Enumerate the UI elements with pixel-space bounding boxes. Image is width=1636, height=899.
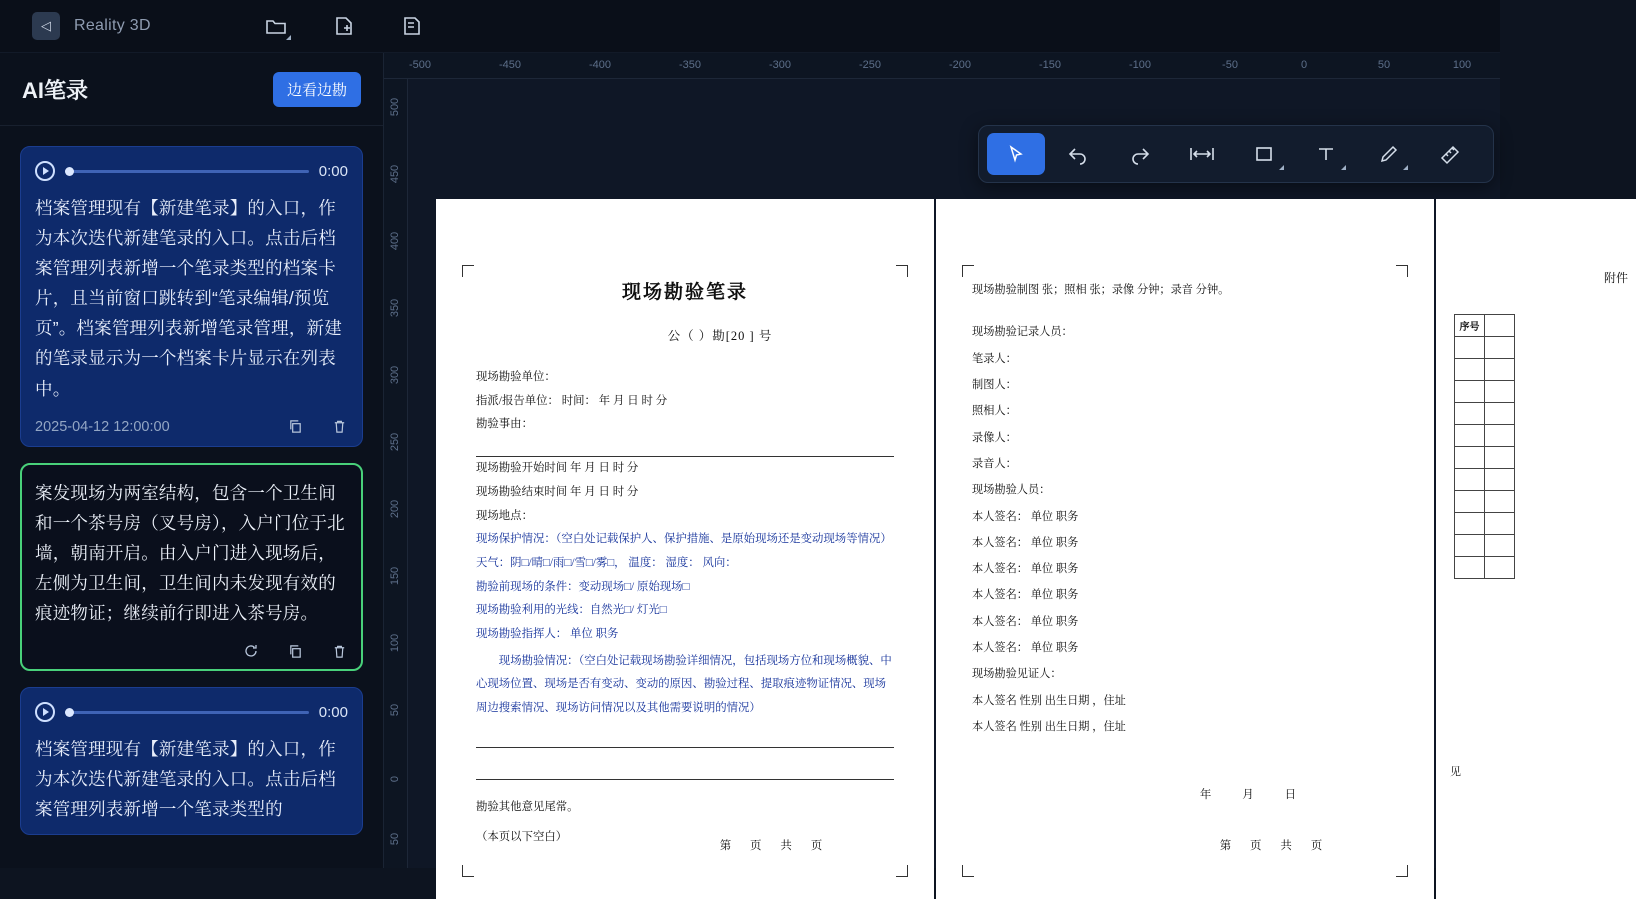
folder-open-icon[interactable]: [261, 11, 291, 41]
page2-body: [972, 277, 1398, 809]
recorder-row: 照相人：: [972, 405, 1017, 418]
title-bar: [0, 0, 1500, 53]
table-header-cell: 序号: [1455, 315, 1485, 337]
ruler-tick-label: 100: [1452, 59, 1472, 71]
measure-ruler-tool[interactable]: [1421, 133, 1479, 175]
recorder-row: 笔录人：: [972, 352, 1017, 365]
copy-icon[interactable]: [286, 418, 304, 436]
ruler-tick-label: 100: [389, 633, 401, 653]
document-page-3[interactable]: [1436, 199, 1636, 899]
crop-corner-icon: [896, 265, 908, 277]
slider-knob[interactable]: [65, 167, 74, 176]
media-counts: 现场勘验制图 张；照相 张；录像 分钟；录音 分钟。: [972, 284, 1230, 296]
crop-corner-icon: [962, 265, 974, 277]
document-canvas[interactable]: [384, 53, 1628, 868]
crop-corner-icon: [962, 865, 974, 877]
ruler-tick-label: -350: [678, 59, 702, 71]
recorders-title: 现场勘验记录人员：: [972, 326, 1073, 339]
ruler-tick-label: -100: [1128, 59, 1152, 71]
note-card-selected[interactable]: [20, 463, 363, 671]
ruler-tick-label: 50: [389, 832, 401, 846]
table-row: [1455, 513, 1515, 535]
table-row: [1455, 381, 1515, 403]
signer-row: 本人签名： 单位 职务: [972, 642, 1079, 655]
ruler-tick-label: -300: [768, 59, 792, 71]
note-text: 档案管理现有【新建笔录】的入口，作为本次迭代新建笔录的入口。点击后档案管理列表新增一个笔录类型的档案卡片，且当前窗口跳转到“笔录编辑/预览页”。档案管理列表新增笔录管理，新建的笔录显示为一个档案卡片显示在列表中。: [35, 198, 342, 399]
ruler-tick-label: 0: [389, 775, 401, 783]
sidebar-title: AI笔录: [22, 77, 89, 103]
form-field: 指派/报告单位： 时间： 年 月 日 时 分: [476, 394, 668, 407]
blank-page-note: （本页以下空白）: [476, 830, 568, 843]
audio-player[interactable]: [35, 702, 348, 722]
form-fields: [476, 366, 894, 849]
horizontal-ruler: [384, 53, 1500, 79]
case-number: 公（ ）勘[20 ] 号: [667, 329, 773, 343]
app-logo-icon: ◁: [32, 12, 60, 40]
date-row: 年 月 日: [1199, 789, 1311, 802]
crop-corner-icon: [1396, 265, 1408, 277]
attachment-table: [1454, 314, 1515, 579]
page-title: 现场勘验笔录: [621, 282, 748, 303]
crop-corner-icon: [462, 865, 474, 877]
form-field: 现场勘验结束时间 年 月 日 时 分: [476, 485, 639, 498]
blank-line: [476, 437, 894, 457]
vertical-ruler: [384, 79, 408, 868]
ruler-tick-label: 50: [1377, 59, 1391, 71]
crop-corner-icon: [1396, 865, 1408, 877]
table-header-cell: [1485, 315, 1515, 337]
ruler-tick-label: -500: [408, 59, 432, 71]
document-page-2[interactable]: [936, 199, 1434, 899]
signer-row: 本人签名： 单位 职务: [972, 510, 1079, 523]
surveyors-title: 现场勘验人员：: [972, 484, 1051, 497]
witness-row: 本人签名 性别 出生日期 ，住址: [972, 721, 1126, 733]
table-row: [1455, 359, 1515, 381]
text-tool[interactable]: [1297, 133, 1355, 175]
signer-row: 本人签名： 单位 职务: [972, 536, 1079, 549]
form-field-note: 现场保护情况：（空白处记载保护人、保护措施、是原始现场还是变动现场等情况）: [476, 533, 892, 546]
note-timestamp: 2025-04-12 12:00:00: [35, 418, 170, 435]
form-field: 勘验事由：: [476, 418, 533, 431]
audio-progress-slider[interactable]: [65, 711, 309, 714]
audio-progress-slider[interactable]: [65, 170, 309, 173]
note-card[interactable]: [20, 146, 363, 447]
table-row: [1455, 557, 1515, 579]
crop-corner-icon: [462, 265, 474, 277]
recorder-row: 录像人：: [972, 431, 1017, 444]
recorder-row: 录音人：: [972, 457, 1017, 470]
ruler-tick-label: 400: [389, 231, 401, 251]
play-icon[interactable]: [35, 702, 55, 722]
note-card[interactable]: [20, 687, 363, 835]
delete-icon[interactable]: [330, 642, 348, 660]
watch-and-survey-button[interactable]: 边看边勘: [273, 72, 361, 107]
form-field-weather: 天气：阴□/晴□/雨□/雪□/雾□， 温度： 湿度： 风向：: [476, 557, 737, 570]
attachment-title: 附件: [1603, 271, 1628, 285]
ruler-tick-label: 50: [389, 703, 401, 717]
ruler-tick-label: 300: [389, 365, 401, 385]
dropdown-corner-icon: [1341, 165, 1346, 170]
page-footer: 第 页 共 页: [719, 840, 831, 852]
survey-description: 现场勘验情况：（空白处记载现场勘验详细情况，包括现场方位和现场概貌、中心现场位置、现场是否有变动、变动的原因、勘验过程、提取痕迹物证情况、现场周边搜索情况、现场访问情况以及其他需要说明的情况）: [476, 654, 892, 714]
table-row: [1455, 403, 1515, 425]
form-field-light: 现场勘验利用的光线：自然光□/ 灯光□: [476, 604, 667, 617]
dropdown-corner-icon: [1279, 165, 1284, 170]
table-row: [1455, 447, 1515, 469]
form-field-condition: 勘验前现场的条件：变动现场□/ 原始现场□: [476, 580, 690, 593]
ruler-tick-label: -200: [948, 59, 972, 71]
form-field: 现场勘验开始时间 年 月 日 时 分: [476, 462, 639, 475]
ruler-tick-label: 0: [1300, 59, 1308, 71]
audio-player[interactable]: [35, 161, 348, 181]
titlebar-tools: [261, 11, 427, 41]
dropdown-corner-icon: [286, 35, 291, 40]
signer-row: 本人签名： 单位 职务: [972, 589, 1079, 602]
notes-list[interactable]: [0, 126, 383, 868]
ruler-tick-label: 450: [389, 164, 401, 184]
note-card-footer: [35, 418, 348, 436]
add-page-icon[interactable]: [329, 11, 359, 41]
witness-title: 现场勘验见证人：: [972, 668, 1062, 681]
form-field: 现场勘验单位：: [476, 371, 556, 383]
rectangle-tool[interactable]: [1235, 133, 1293, 175]
dropdown-corner-icon: [1403, 165, 1408, 170]
undo-tool[interactable]: [1049, 133, 1107, 175]
ai-notes-sidebar: [0, 53, 384, 868]
form-field: 现场地点：: [476, 509, 533, 522]
attachment-note: 见: [1450, 766, 1461, 778]
note-actions: [286, 418, 348, 436]
ruler-tick-label: -150: [1038, 59, 1062, 71]
delete-icon[interactable]: [330, 418, 348, 436]
ruler-tick-label: 250: [389, 432, 401, 452]
ruler-tick-label: 350: [389, 298, 401, 318]
crop-corner-icon: [896, 865, 908, 877]
page-footer: 第 页 共 页: [1219, 840, 1331, 852]
note-card-footer: [35, 642, 348, 660]
form-field-commander: 现场勘验指挥人： 单位 职务: [476, 628, 619, 641]
document-page-1[interactable]: [436, 199, 934, 899]
signer-row: 本人签名： 单位 职务: [972, 563, 1079, 576]
text-document-icon[interactable]: [397, 11, 427, 41]
table-row: [1455, 337, 1515, 359]
redo-tool[interactable]: [1111, 133, 1169, 175]
ruler-tick-label: -450: [498, 59, 522, 71]
audio-time: 0:00: [318, 162, 348, 180]
blank-line: [476, 760, 894, 780]
fit-width-tool[interactable]: [1173, 133, 1231, 175]
select-cursor-tool[interactable]: [987, 133, 1045, 175]
signer-row: 本人签名： 单位 职务: [972, 615, 1079, 628]
other-opinion: 勘验其他意见尾常。: [476, 801, 579, 814]
ruler-tick-label: 150: [389, 566, 401, 586]
slider-knob[interactable]: [65, 708, 74, 717]
table-row: [1455, 425, 1515, 447]
note-text: 档案管理现有【新建笔录】的入口，作为本次迭代新建笔录的入口。点击后档案管理列表新增一个笔录类型的: [35, 739, 336, 820]
ruler-tick-label: 500: [389, 97, 401, 117]
refresh-icon[interactable]: [242, 642, 260, 660]
ruler-tick-label: 200: [389, 499, 401, 519]
app-title: Reality 3D: [74, 17, 151, 34]
table-row: [1455, 535, 1515, 557]
table-row: [1455, 491, 1515, 513]
copy-icon[interactable]: [286, 642, 304, 660]
ruler-tick-label: -250: [858, 59, 882, 71]
blank-line: [476, 728, 894, 748]
pen-annotate-tool[interactable]: [1359, 133, 1417, 175]
annotation-toolbar: [978, 125, 1494, 183]
recorder-row: 制图人：: [972, 378, 1017, 391]
witness-row: 本人签名 性别 出生日期 ，住址: [972, 694, 1126, 707]
audio-time: 0:00: [318, 703, 348, 721]
table-row: [1455, 469, 1515, 491]
note-text: 案发现场为两室结构，包含一个卫生间和一个茶号房（叉号房），入户门位于北墙，朝南开启。由入户门进入现场后，左侧为卫生间，卫生间内未发现有效的痕迹物证；继续前行即进入茶号房。: [35, 482, 345, 624]
sidebar-header: [0, 53, 383, 126]
play-icon[interactable]: [35, 161, 55, 181]
ruler-tick-label: -400: [588, 59, 612, 71]
ruler-tick-label: -50: [1222, 59, 1238, 71]
